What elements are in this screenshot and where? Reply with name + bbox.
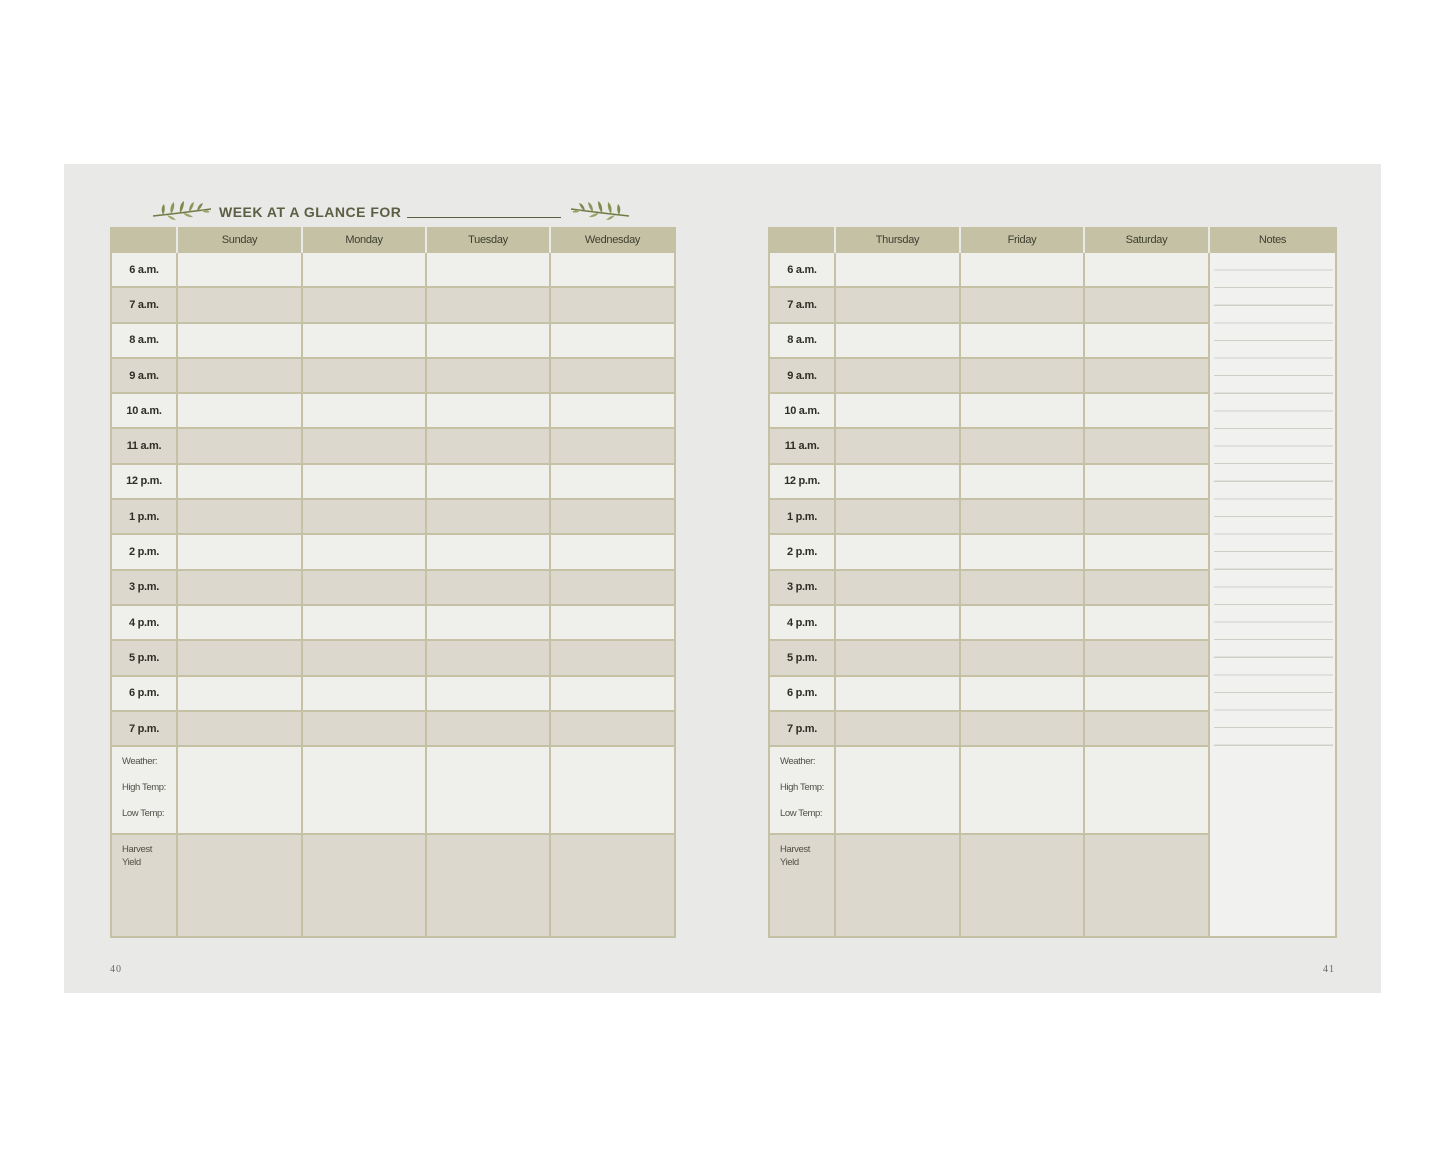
day-header-tuesday: Tuesday: [426, 228, 550, 252]
hour-row: [111, 464, 675, 499]
schedule-cell[interactable]: [302, 428, 426, 463]
time-label: 12 p.m.: [111, 464, 177, 499]
schedule-cell[interactable]: [960, 570, 1084, 605]
schedule-cell[interactable]: [550, 711, 675, 746]
weather-cell[interactable]: [1084, 746, 1209, 834]
schedule-cell[interactable]: [1084, 428, 1209, 463]
schedule-cell[interactable]: [550, 323, 675, 358]
schedule-cell[interactable]: [177, 570, 302, 605]
title-blank-line: [407, 217, 561, 218]
schedule-cell[interactable]: [835, 605, 960, 640]
harvest-label-cell: [111, 834, 177, 937]
weather-label-cell: [111, 746, 177, 834]
page-title: WEEK AT A GLANCE FOR: [219, 204, 402, 220]
weather-labels: [112, 747, 176, 820]
schedule-cell[interactable]: [177, 534, 302, 569]
schedule-cell[interactable]: [835, 323, 960, 358]
time-label: 6 p.m.: [111, 676, 177, 711]
page-number-left: 40: [110, 964, 122, 975]
schedule-cell[interactable]: [302, 358, 426, 393]
time-label: 6 a.m.: [769, 252, 835, 287]
hour-row: [111, 323, 675, 358]
day-header-sunday: Sunday: [177, 228, 302, 252]
schedule-cell[interactable]: [1084, 252, 1209, 287]
schedule-cell[interactable]: [1084, 676, 1209, 711]
schedule-cell[interactable]: [177, 711, 302, 746]
schedule-cell[interactable]: [426, 287, 550, 322]
schedule-cell[interactable]: [302, 570, 426, 605]
schedule-cell[interactable]: [960, 393, 1084, 428]
weather-label: Weather:: [122, 756, 158, 768]
time-label: 12 p.m.: [769, 464, 835, 499]
time-label: 4 p.m.: [111, 605, 177, 640]
schedule-cell[interactable]: [550, 640, 675, 675]
high-temp-label: High Temp:: [780, 782, 824, 794]
day-header-monday: Monday: [302, 228, 426, 252]
hour-row: [111, 605, 675, 640]
harvest-cell[interactable]: [302, 834, 426, 937]
time-label: 3 p.m.: [111, 570, 177, 605]
harvest-yield-label: Harvest Yield: [122, 844, 152, 869]
time-label: 7 p.m.: [769, 711, 835, 746]
hour-row: [111, 711, 675, 746]
schedule-cell[interactable]: [426, 323, 550, 358]
time-label: 9 a.m.: [769, 358, 835, 393]
schedule-cell[interactable]: [960, 358, 1084, 393]
schedule-cell[interactable]: [835, 676, 960, 711]
low-temp-label: Low Temp:: [780, 808, 823, 820]
schedule-cell[interactable]: [177, 428, 302, 463]
schedule-cell[interactable]: [550, 358, 675, 393]
schedule-cell[interactable]: [835, 393, 960, 428]
schedule-cell[interactable]: [302, 534, 426, 569]
corner-cell: [111, 228, 177, 252]
schedule-cell[interactable]: [550, 605, 675, 640]
schedule-cell[interactable]: [550, 252, 675, 287]
time-label: 2 p.m.: [111, 534, 177, 569]
page-header: [151, 197, 631, 227]
schedule-cell[interactable]: [426, 358, 550, 393]
schedule-cell[interactable]: [177, 393, 302, 428]
low-temp-label: Low Temp:: [122, 808, 165, 820]
schedule-cell[interactable]: [302, 499, 426, 534]
day-header-row: [769, 228, 1336, 252]
schedule-cell[interactable]: [177, 605, 302, 640]
schedule-cell[interactable]: [835, 640, 960, 675]
hour-row: [111, 534, 675, 569]
time-label: 8 a.m.: [111, 323, 177, 358]
weather-label-cell: [769, 746, 835, 834]
schedule-cell[interactable]: [550, 499, 675, 534]
schedule-cell[interactable]: [1084, 711, 1209, 746]
time-label: 10 a.m.: [769, 393, 835, 428]
weather-labels: [770, 747, 834, 820]
leafy-sprig-icon: [569, 199, 631, 225]
weather-cell[interactable]: [835, 746, 960, 834]
time-label: 11 a.m.: [769, 428, 835, 463]
schedule-cell[interactable]: [960, 323, 1084, 358]
page-number-right: 41: [1323, 964, 1335, 975]
schedule-cell[interactable]: [302, 287, 426, 322]
schedule-cell[interactable]: [835, 358, 960, 393]
hour-row: [111, 570, 675, 605]
schedule-cell[interactable]: [426, 605, 550, 640]
schedule-cell[interactable]: [426, 252, 550, 287]
schedule-cell[interactable]: [177, 640, 302, 675]
schedule-cell[interactable]: [1084, 499, 1209, 534]
hour-row: [111, 358, 675, 393]
schedule-cell[interactable]: [550, 287, 675, 322]
day-header-friday: Friday: [960, 228, 1084, 252]
schedule-cell[interactable]: [960, 428, 1084, 463]
time-label: 1 p.m.: [111, 499, 177, 534]
schedule-cell[interactable]: [960, 711, 1084, 746]
harvest-label-cell: [769, 834, 835, 937]
schedule-cell[interactable]: [550, 534, 675, 569]
schedule-cell[interactable]: [1084, 640, 1209, 675]
schedule-cell[interactable]: [177, 323, 302, 358]
schedule-cell[interactable]: [177, 464, 302, 499]
weather-cell[interactable]: [550, 746, 675, 834]
schedule-cell[interactable]: [1084, 358, 1209, 393]
schedule-cell[interactable]: [550, 428, 675, 463]
schedule-cell[interactable]: [426, 393, 550, 428]
harvest-row: [111, 834, 675, 937]
schedule-cell[interactable]: [960, 252, 1084, 287]
time-label: 4 p.m.: [769, 605, 835, 640]
weather-row: [111, 746, 675, 834]
high-temp-label: High Temp:: [122, 782, 166, 794]
weather-cell[interactable]: [302, 746, 426, 834]
schedule-cell[interactable]: [960, 464, 1084, 499]
schedule-cell[interactable]: [550, 676, 675, 711]
schedule-cell[interactable]: [302, 323, 426, 358]
hour-row: [111, 676, 675, 711]
notes-ruled-lines: [1214, 253, 1333, 746]
schedule-cell[interactable]: [835, 534, 960, 569]
harvest-cell[interactable]: [835, 834, 960, 937]
time-label: 6 a.m.: [111, 252, 177, 287]
harvest-yield-label: Harvest Yield: [780, 844, 810, 869]
schedule-cell[interactable]: [177, 499, 302, 534]
schedule-cell[interactable]: [177, 358, 302, 393]
day-header-saturday: Saturday: [1084, 228, 1209, 252]
time-label: 7 p.m.: [111, 711, 177, 746]
hour-row: [111, 287, 675, 322]
schedule-cell[interactable]: [302, 711, 426, 746]
time-label: 3 p.m.: [769, 570, 835, 605]
harvest-cell[interactable]: [1084, 834, 1209, 937]
notes-area[interactable]: [1209, 252, 1336, 937]
schedule-cell[interactable]: [835, 711, 960, 746]
schedule-cell[interactable]: [960, 534, 1084, 569]
schedule-cell[interactable]: [550, 570, 675, 605]
right-week-grid: [768, 227, 1337, 938]
schedule-cell[interactable]: [302, 676, 426, 711]
schedule-cell[interactable]: [426, 534, 550, 569]
hour-row: [111, 428, 675, 463]
schedule-cell[interactable]: [1084, 605, 1209, 640]
weather-cell[interactable]: [960, 746, 1084, 834]
schedule-cell[interactable]: [835, 428, 960, 463]
harvest-cell[interactable]: [550, 834, 675, 937]
time-label: 6 p.m.: [769, 676, 835, 711]
weather-cell[interactable]: [177, 746, 302, 834]
schedule-cell[interactable]: [1084, 570, 1209, 605]
schedule-cell[interactable]: [550, 464, 675, 499]
schedule-cell[interactable]: [960, 676, 1084, 711]
weather-cell[interactable]: [426, 746, 550, 834]
schedule-cell[interactable]: [835, 570, 960, 605]
schedule-cell[interactable]: [426, 676, 550, 711]
time-label: 8 a.m.: [769, 323, 835, 358]
schedule-cell[interactable]: [550, 393, 675, 428]
day-header-wednesday: Wednesday: [550, 228, 675, 252]
schedule-cell[interactable]: [426, 711, 550, 746]
time-label: 9 a.m.: [111, 358, 177, 393]
schedule-cell[interactable]: [835, 252, 960, 287]
schedule-cell[interactable]: [177, 287, 302, 322]
schedule-cell[interactable]: [302, 252, 426, 287]
time-label: 11 a.m.: [111, 428, 177, 463]
schedule-cell[interactable]: [302, 464, 426, 499]
schedule-cell[interactable]: [960, 287, 1084, 322]
schedule-cell[interactable]: [1084, 287, 1209, 322]
schedule-cell[interactable]: [1084, 464, 1209, 499]
notes-header: Notes: [1209, 228, 1336, 252]
hour-row: [111, 393, 675, 428]
harvest-cell[interactable]: [177, 834, 302, 937]
harvest-cell[interactable]: [960, 834, 1084, 937]
schedule-cell[interactable]: [835, 464, 960, 499]
schedule-cell[interactable]: [426, 570, 550, 605]
hour-row: [769, 252, 1336, 287]
schedule-cell[interactable]: [426, 464, 550, 499]
time-label: 1 p.m.: [769, 499, 835, 534]
corner-cell: [769, 228, 835, 252]
hour-row: [111, 640, 675, 675]
time-label: 7 a.m.: [111, 287, 177, 322]
schedule-cell[interactable]: [1084, 534, 1209, 569]
schedule-cell[interactable]: [1084, 323, 1209, 358]
schedule-cell[interactable]: [302, 605, 426, 640]
time-label: 7 a.m.: [769, 287, 835, 322]
schedule-cell[interactable]: [835, 287, 960, 322]
schedule-cell[interactable]: [960, 499, 1084, 534]
schedule-cell[interactable]: [960, 640, 1084, 675]
schedule-cell[interactable]: [835, 499, 960, 534]
hour-row: [111, 252, 675, 287]
schedule-cell[interactable]: [302, 393, 426, 428]
time-label: 2 p.m.: [769, 534, 835, 569]
day-header-thursday: Thursday: [835, 228, 960, 252]
time-label: 5 p.m.: [769, 640, 835, 675]
schedule-cell[interactable]: [177, 676, 302, 711]
day-header-row: [111, 228, 675, 252]
left-week-grid: [110, 227, 676, 938]
time-label: 5 p.m.: [111, 640, 177, 675]
harvest-cell[interactable]: [426, 834, 550, 937]
schedule-cell[interactable]: [177, 252, 302, 287]
leafy-sprig-icon: [151, 199, 213, 225]
schedule-cell[interactable]: [1084, 393, 1209, 428]
time-label: 10 a.m.: [111, 393, 177, 428]
schedule-cell[interactable]: [302, 640, 426, 675]
schedule-cell[interactable]: [426, 640, 550, 675]
schedule-cell[interactable]: [426, 428, 550, 463]
weather-label: Weather:: [780, 756, 816, 768]
schedule-cell[interactable]: [426, 499, 550, 534]
hour-row: [111, 499, 675, 534]
schedule-cell[interactable]: [960, 605, 1084, 640]
